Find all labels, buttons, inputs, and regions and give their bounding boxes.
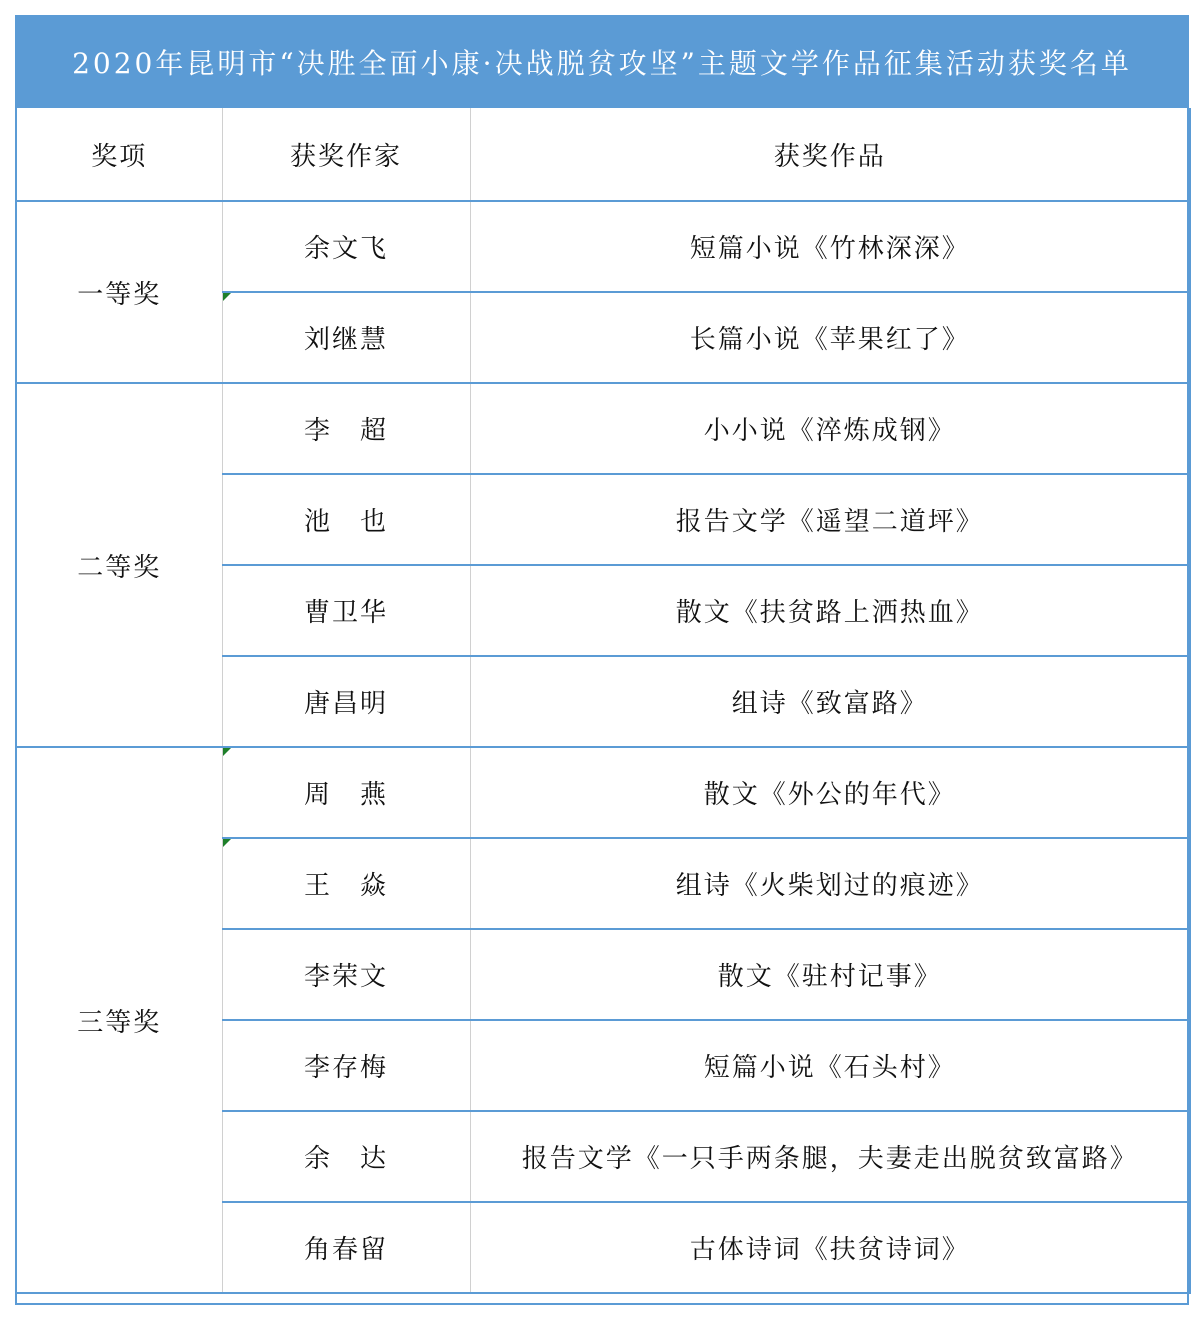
work-cell: 报告文学《一只手两条腿，夫妻走出脱贫致富路》 — [470, 1111, 1190, 1202]
work-cell: 古体诗词《扶贫诗词》 — [470, 1202, 1190, 1293]
work-cell: 散文《驻村记事》 — [470, 929, 1190, 1020]
work-cell: 短篇小说《石头村》 — [470, 1020, 1190, 1111]
work-cell: 短篇小说《竹林深深》 — [470, 201, 1190, 292]
header-row — [16, 108, 1190, 201]
author-name: 周 燕 — [303, 780, 388, 810]
award-table — [15, 108, 1191, 1294]
table-row — [16, 747, 1190, 838]
award-sheet — [15, 15, 1189, 1305]
author-cell: 李荣文 — [222, 929, 470, 1020]
work-cell: 长篇小说《苹果红了》 — [470, 292, 1190, 383]
header-author: 获奖作家 — [222, 108, 470, 201]
cell-comment-marker — [223, 748, 231, 756]
author-cell: 角春留 — [222, 1202, 470, 1293]
author-cell — [222, 747, 470, 838]
sheet-title: 2020年昆明市“决胜全面小康·决战脱贫攻坚”主题文学作品征集活动获奖名单 — [15, 15, 1189, 108]
cell-comment-marker — [223, 293, 231, 301]
author-cell: 曹卫华 — [222, 565, 470, 656]
work-cell: 报告文学《遥望二道坪》 — [470, 474, 1190, 565]
author-cell — [222, 838, 470, 929]
award-level-first: 一等奖 — [16, 201, 222, 383]
header-level: 奖项 — [16, 108, 222, 201]
author-cell: 余文飞 — [222, 201, 470, 292]
table-row — [16, 201, 1190, 292]
work-cell: 散文《扶贫路上洒热血》 — [470, 565, 1190, 656]
table-row — [16, 383, 1190, 474]
author-cell: 余 达 — [222, 1111, 470, 1202]
work-cell: 组诗《致富路》 — [470, 656, 1190, 747]
author-cell — [222, 292, 470, 383]
author-name: 王 焱 — [303, 871, 388, 901]
author-cell: 李 超 — [222, 383, 470, 474]
author-cell: 池 也 — [222, 474, 470, 565]
author-cell: 李存梅 — [222, 1020, 470, 1111]
author-name: 刘继慧 — [303, 325, 388, 355]
award-level-second: 二等奖 — [16, 383, 222, 747]
header-work: 获奖作品 — [470, 108, 1190, 201]
award-level-third: 三等奖 — [16, 747, 222, 1293]
work-cell: 散文《外公的年代》 — [470, 747, 1190, 838]
cell-comment-marker — [223, 839, 231, 847]
work-cell: 组诗《火柴划过的痕迹》 — [470, 838, 1190, 929]
work-cell: 小小说《淬炼成钢》 — [470, 383, 1190, 474]
author-cell: 唐昌明 — [222, 656, 470, 747]
